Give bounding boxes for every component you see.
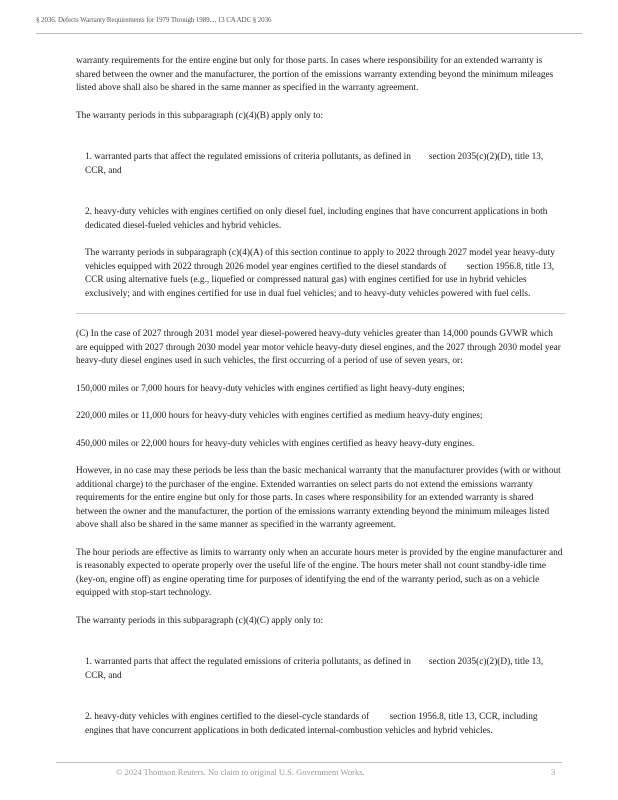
list-item: 2. heavy-duty vehicles with engines certified on only diesel fuel, including engines that have concurrent applications in both dedicated diesel-fueled vehicles and hybrid vehicles.	[85, 207, 548, 231]
page-number: 3	[551, 767, 556, 777]
statute-link[interactable]: section 2035(c)(2)(D), title 13, CCR, and	[85, 657, 544, 681]
paragraph-text: using alternative fuels (e.g., liquefied or compressed natural gas) with engines certified for use in hybrid vehicles exclusively; and with engines certified for use in dual fuel vehicles; and to heavy-duty vehicles powered with fuel cells.	[85, 275, 531, 299]
list-item-text: 1. warranted parts that affect the regulated emissions of criteria pollutants, as defined in	[85, 657, 411, 667]
list-item	[76, 711, 566, 738]
list-item-text: 1. warranted parts that affect the regulated emissions of criteria pollutants, as defined in	[85, 152, 411, 162]
list-item	[76, 151, 566, 178]
statute-link[interactable]: section 1956.8, title 13, CCR	[389, 712, 498, 722]
document-body	[76, 55, 566, 738]
paragraph: 150,000 miles or 7,000 hours for heavy-duty vehicles with engines certified as light heavy-duty engines;	[76, 383, 465, 394]
paragraph: warranty requirements for the entire engine but only for those parts. In cases where responsibility for an extended warranty is shared between the owner and the manufacturer, the portion of the emissions warranty extending beyond the minimum mileages listed above shall also be shared in the same manner as specified in the warranty agreement.	[76, 56, 554, 93]
paragraph: The warranty periods in this subparagraph (c)(4)(B) apply only to:	[76, 110, 324, 121]
list-item-text: , including engines that have concurrent applications in both dedicated internal-combustion vehicles and hybrid vehicles.	[85, 712, 538, 736]
list-item	[76, 656, 566, 683]
paragraph: However, in no case may these periods be less than the basic mechanical warranty that the manufacturer provides (with or without additional charge) to the purchaser of the engine. Extended warranties on select parts do not extend the emissions warranty requirements for the entire engine but only for those parts. In cases where responsibility for an extended warranty is shared between the owner and the manufacturer, the portion of the emissions warranty extending beyond the minimum mileages listed above shall also be shared in the same manner as specified in the warranty agreement.	[76, 466, 561, 530]
copyright-notice: © 2024 Thomson Reuters. No claim to original U.S. Government Works.	[116, 767, 365, 777]
paragraph: The warranty periods in this subparagraph (c)(4)(C) apply only to:	[76, 615, 324, 626]
section-divider	[76, 313, 566, 314]
running-header: § 2036. Defects Warranty Requirements for 1979 Through 1989..., 13 CA ADC § 2036	[36, 16, 272, 24]
footer-divider	[56, 762, 562, 763]
paragraph-text: The warranty periods in subparagraph (c)(4)(A) of this section continue to apply to 2022 through 2027 model year heavy-duty vehicles equipped with 2022 through 2026 model year engines certified to the diesel standards of	[85, 248, 555, 272]
paragraph	[76, 247, 566, 301]
statute-link[interactable]: section 1956.8, title 13, CCR	[85, 261, 555, 285]
paragraph: The hour periods are effective as limits to warranty only when an accurate hours meter is provided by the engine manufacturer and is reasonably expected to operate properly over the useful life of the engine. The hours meter shall not count standby-idle time (key-on, engine off) as engine operating time for purposes of identifying the end of the warranty period, such as on a vehicle equipped with stop-start technology.	[76, 547, 563, 598]
list-item-text: 2. heavy-duty vehicles with engines certified to the diesel-cycle standards of	[85, 712, 370, 722]
paragraph: 220,000 miles or 11,000 hours for heavy-duty vehicles with engines certified as medium heavy-duty engines;	[76, 411, 483, 421]
statute-link[interactable]: section 2035(c)(2)(D), title 13, CCR, and	[85, 152, 544, 176]
paragraph: (C) In the case of 2027 through 2031 model year diesel-powered heavy-duty vehicles greater than 14,000 pounds GVWR which are equipped with 2027 through 2030 model year motor vehicle heavy-duty diesel engines, and the 2027 through 2030 model year heavy-duty diesel engines used in such vehicles, the first occurring of a period of use of seven years, or:	[76, 329, 561, 366]
paragraph: 450,000 miles or 22,000 hours for heavy-duty vehicles with engines certified as heavy heavy-duty engines.	[76, 438, 475, 449]
header-divider	[36, 33, 582, 34]
